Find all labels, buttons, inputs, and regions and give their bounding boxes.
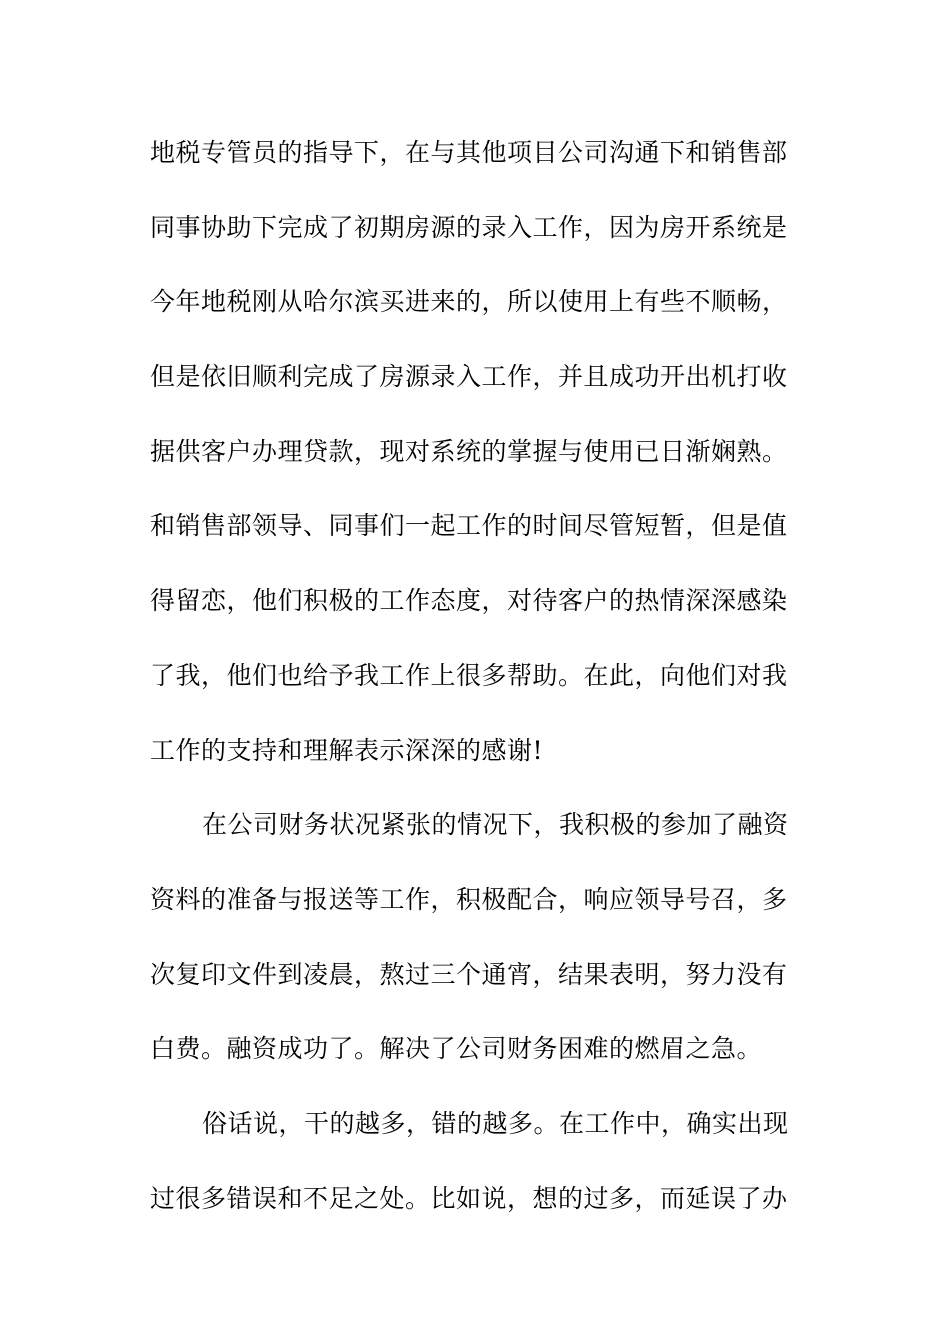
text-line: 资料的准备与报送等工作，积极配合，响应领导号召，多 [150, 884, 788, 914]
text-line: 工作的支持和理解表示深深的感谢! [150, 735, 544, 765]
text-line: 了我，他们也给予我工作上很多帮助。在此，向他们对我 [150, 660, 788, 690]
text-line: 但是依旧顺利完成了房源录入工作，并且成功开出机打收 [150, 362, 788, 392]
text-line: 白费。融资成功了。解决了公司财务困难的燃眉之急。 [150, 1034, 763, 1064]
text-line: 同事协助下完成了初期房源的录入工作，因为房开系统是 [150, 212, 788, 242]
text-line: 和销售部领导、同事们一起工作的时间尽管短暂，但是值 [150, 511, 788, 541]
paragraph-first-line: 俗话说，干的越多，错的越多。在工作中，确实出现 [202, 1108, 789, 1138]
document-body [150, 128, 800, 1248]
paragraph-first-line: 在公司财务状况紧张的情况下，我积极的参加了融资 [202, 810, 789, 840]
text-line: 次复印文件到凌晨，熬过三个通宵，结果表明，努力没有 [150, 959, 788, 989]
text-line: 得留恋，他们积极的工作态度，对待客户的热情深深感染 [150, 586, 788, 616]
text-line: 过很多错误和不足之处。比如说，想的过多，而延误了办 [150, 1183, 788, 1213]
text-line: 据供客户办理贷款，现对系统的掌握与使用已日渐娴熟。 [150, 436, 788, 466]
text-line: 今年地税刚从哈尔滨买进来的，所以使用上有些不顺畅， [150, 287, 788, 317]
text-line: 地税专管员的指导下，在与其他项目公司沟通下和销售部 [150, 138, 788, 167]
